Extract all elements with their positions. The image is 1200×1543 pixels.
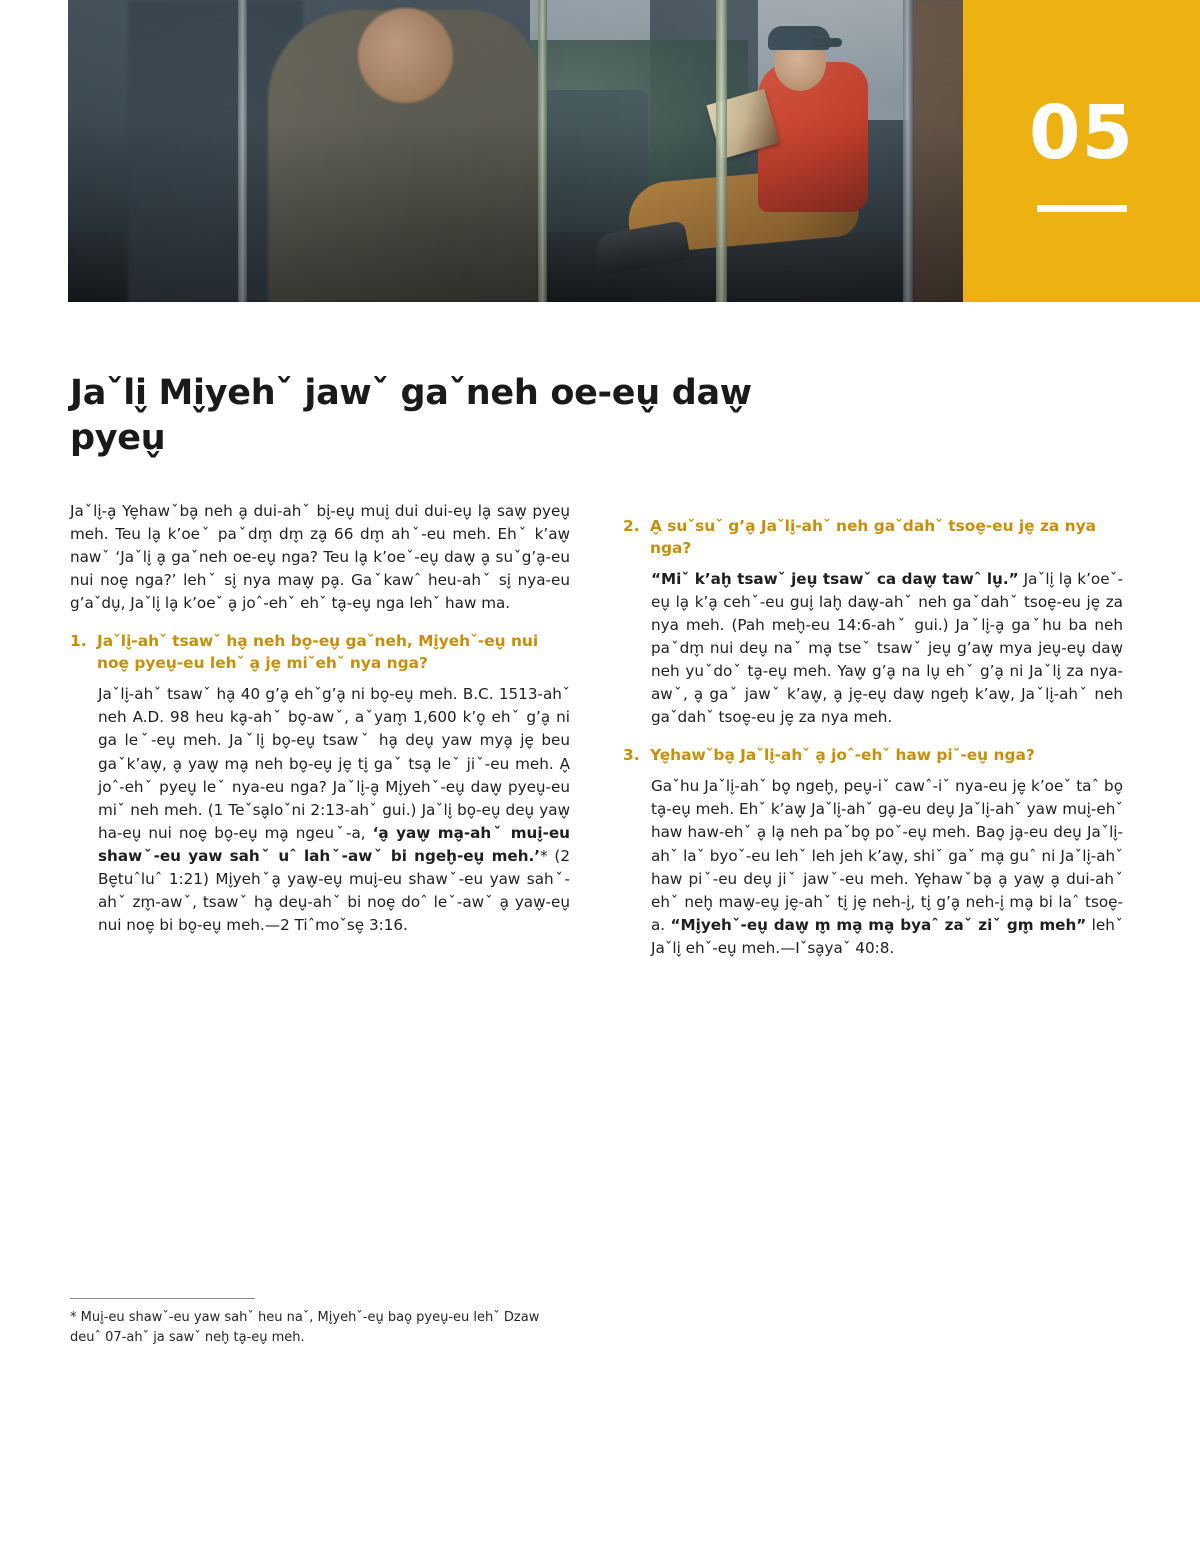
question-1-number: 1. [70, 632, 87, 651]
hero-banner [68, 0, 1200, 302]
question-2 [623, 516, 1123, 560]
answer-highlight: “Mi̬yehˇ-eu̬ daw̬ m̬ ma̬ ma̬ byaˆ zaˇ ziˇ gm̬ meh” [670, 915, 1087, 934]
photo-overlay [68, 0, 963, 302]
answer-highlight: ‘a̬ yaw̬ ma̬-ahˇ mui̬-eu shawˇ-eu yaw sahˇ uˆ lahˇ-awˇ bi ngeh̬-eu̬ meh.’ [98, 823, 570, 865]
column-left [70, 500, 570, 949]
question-1 [70, 631, 570, 675]
lesson-number: 05 [1029, 90, 1134, 176]
lesson-number-underline [1037, 205, 1127, 212]
question-3-text: Ye̬hawˇba̬ Jaˇli̬-ahˇ a̬ joˆ-ehˇ haw piˇ-eu̬ nga? [650, 746, 1035, 765]
footnote-divider [70, 1298, 255, 1299]
answer-highlight: “Miˇ k’ah̬ tsawˇ jeu̬ tsawˇ ca daw̬ tawˆ lu̬.” [651, 569, 1019, 588]
question-2-text: A̬ suˇsuˇ g’a̬ Jaˇli̬-ahˇ neh gaˇdahˇ tsoe̬-eu je̬ za nya nga? [650, 517, 1097, 557]
question-1-text: Jaˇli̬-ahˇ tsawˇ ha̬ neh bo̬-eu̬ gaˇneh, Mi̬yehˇ-eu̬ nui noe̬ pyeu̬-eu lehˇ a̬ je̬ miˇehˇ nya nga? [97, 632, 539, 673]
question-3 [623, 745, 1123, 767]
footnote-block [70, 1298, 570, 1347]
column-right [623, 500, 1123, 972]
intro-paragraph: Jaˇli̬-a̬ Ye̬hawˇba̬ neh a̬ dui-ahˇ bi̬-eu̬ mui̬ dui dui-eu̬ la̬ saw̬ pyeu̬ meh. Teu la̬ k’oeˇ paˇdm̬ dm̬ za̬ 66 dm̬ ahˇ-eu meh. Ehˇ k’aw̬ nawˇ ‘Jaˇli̬ a̬ gaˇneh oe-eu̬ nga? Teu la̬ k’oeˇ-eu̬ daw̬ a̬ suˇg’a̬-eu nui noe̬ nga?’ lehˇ si̬ nya maw̬ pa̬. Gaˇkawˆ heu-ahˇ si̬ nya-eu g’aˇdu̬, Jaˇli̬ la̬ k’oeˇ a̬ joˆ-ehˇ ehˇ ta̬-eu̬ nga lehˇ haw ma. [70, 502, 570, 613]
page-title: Jaˇli̬ Mi̬yehˇ jawˇ gaˇneh oe-eu̬ daw̬ pyeu̬ [70, 373, 752, 459]
hero-photo [68, 0, 963, 302]
answer-2: “Miˇ k’ah̬ tsawˇ jeu̬ tsawˇ ca daw̬ tawˆ lu̬.” Jaˇli̬ la̬ k’oeˇ-eu̬ la̬ k’a̬ cehˇ-eu gui̬ lah̬ daw̬-ahˇ neh gaˇdahˇ tsoe̬-eu je̬ za nya meh. (Pah meh̬-eu 14:6-ahˇ gui.) Jaˇli̬-a̬ gaˇhu ba neh paˇdm̬ nui deu̬ naˇ ma̬ tseˇ tsawˇ jeu̬ g’aw̬ mya jeu̬-eu̬ daw̬ neh yuˇdoˇ ta̬-eu̬ meh. Yaw̬ g’a̬ na lu̬ ehˇ g’a̬ ni Jaˇli̬ za nya-awˇ, a̬ gaˇ jawˇ k’aw̬, a̬ je̬-eu̬ daw̬ ngeh̬ k’aw̬, Jaˇli̬-ahˇ neh gaˇdahˇ tsoe̬-eu je̬ za nya meh. [651, 569, 1123, 727]
footnote-text: * Mui̬-eu shawˇ-eu yaw sahˇ heu naˇ, Mi̬yehˇ-eu̬ bao̬ pyeu̬-eu lehˇ Dzaw deuˆ 07-ahˇ ja sawˇ neh̬ ta̬-eu̬ meh. [70, 1310, 540, 1345]
question-2-number: 2. [623, 517, 640, 535]
question-3-number: 3. [623, 746, 640, 765]
answer-3: Gaˇhu Jaˇli̬-ahˇ bo̬ ngeh̬, peu̬-iˇ cawˆ-iˇ nya-eu je̬ k’oeˇ taˆ bo̬ ta̬-eu̬ meh. Ehˇ k’aw̬ Jaˇli̬-ahˇ ga̬-eu deu̬ Jaˇli̬-ahˇ yaw mui̬-ehˇ haw haw-ehˇ a̬ la̬ neh paˇbo̬ poˇ-eu̬ meh. Bao̬ ja̬-eu deu̬ Jaˇli̬-ahˇ laˇ byoˇ-eu lehˇ leh jeh k’aw̬, shiˇ gaˇ ma̬ guˆ ni Jaˇli̬-ahˇ haw piˇ-eu deu̬ jiˇ jawˇ-eu meh. Ye̬hawˇba̬ a̬ yaw̬ a̬ dui-ahˇ ehˇ neh̬ maw̬-eu̬ je̬-ahˇ ti̬ je̬ neh-i̬, ti̬ g’a̬ neh-i̬ ma̬ bi laˆ tsoe̬-a. “Mi̬yehˇ-eu̬ daw̬ m̬ ma̬ ma̬ byaˆ zaˇ ziˇ gm̬ meh” lehˇ Jaˇli̬ ehˇ-eu̬ meh.—Iˇsa̬yaˇ 40:8. [651, 777, 1123, 957]
lesson-number-box [963, 0, 1200, 302]
answer-1: Jaˇli̬-ahˇ tsawˇ ha̬ 40 g’a̬ ehˇg’a̬ ni bo̬-eu̬ meh. B.C. 1513-ahˇ neh A.D. 98 heu ka̬-ahˇ bo̬-awˇ, aˇyam̬ 1,600 k’o̬ ehˇ g’a̬ ni ga leˇ-eu̬ meh. Jaˇli̬ bo̬-eu̬ tsawˇ ha̬ deu̬ yaw mya̬ je̬ beu gaˇk’aw̬, a̬ yaw̬ ma̬ neh bo̬-eu̬ je̬ ti̬ gaˇ tsa̬ leˇ jiˇ-eu meh. A̬ joˆ-ehˇ pyeu̬ leˇ nya-eu nga? Jaˇli̬-a̬ Mi̬yehˇ-eu̬ daw̬ pyeu̬-eu miˇ neh meh. (1 Teˇsa̬loˇni 2:13-ahˇ gui.) Jaˇli̬ bo̬-eu̬ deu̬ yaw̬ ha-eu̬ nui noe̬ bo̬-eu̬ ma̬ ngeuˇ-a, ‘a̬ yaw̬ ma̬-ahˇ mui̬-eu shawˇ-eu yaw sahˇ uˆ lahˇ-awˇ bi ngeh̬-eu̬ meh.’* (2 Be̬tuˆluˆ 1:21) Mi̬yehˇa̬ yaw̬-eu̬ mui̬-eu shawˇ-eu yaw sahˇ-ahˇ zm̬-awˇ, tsawˇ ha̬ deu̬-ahˇ bi noe̬ doˆ leˇ-awˇ a̬ yaw̬-eu̬ nui noe̬ bi bo̬-eu̬ meh.—2 Tiˆmoˇse̬ 3:16. [98, 685, 570, 935]
